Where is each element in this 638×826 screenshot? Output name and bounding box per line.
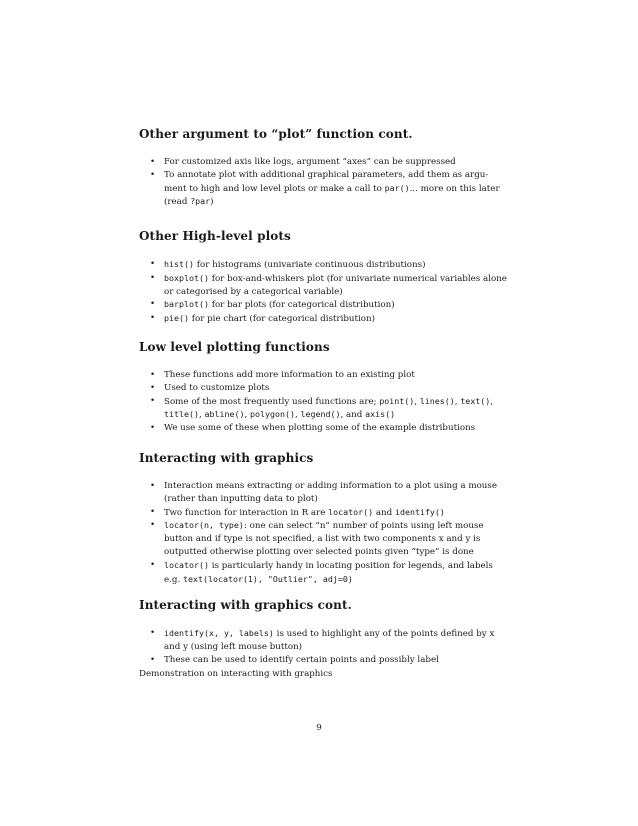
bullet-icon: • (150, 370, 156, 380)
code-fragment: ?par (190, 196, 211, 207)
text-fragment: is particularly handy in locating position for legends, and labels e.g. (164, 560, 493, 585)
section-interacting-graphics (139, 451, 509, 586)
list-item (149, 272, 509, 299)
section-title: Interacting with graphics (139, 451, 314, 465)
bullet-icon: • (150, 423, 156, 434)
bullet-icon: • (150, 382, 156, 393)
bullet-list (139, 258, 509, 326)
bullet-icon: • (150, 313, 156, 324)
text-fragment: : one can select “n” number of points using left mouse button and if type is not specified, a list with two components x and y is outputted otherwise plotting over selected points given “type” is done (164, 521, 484, 557)
section-low-level-plotting (139, 340, 509, 435)
list-item (149, 312, 509, 326)
bullet-icon: • (150, 520, 156, 531)
code-fragment: boxplot() (164, 272, 209, 283)
text-fragment: Interaction means extracting or adding information to a plot using a mouse (rather than inputting data to plot) (164, 481, 497, 504)
bullet-icon: • (150, 481, 156, 491)
code-fragment: text(locator(1), "Outlier", adj=0) (183, 573, 353, 584)
text-fragment: , (414, 396, 420, 407)
text-fragment: For customized axis like logs, argument “axes” can be suppressed (164, 157, 456, 167)
code-fragment: text() (460, 395, 491, 406)
bullet-icon: • (150, 157, 156, 167)
text-fragment: for histograms (univariate continuous distributions) (193, 260, 426, 270)
code-fragment: pie() (164, 313, 189, 324)
demo-note: Demonstration on interacting with graphics (139, 669, 333, 679)
text-fragment: for pie chart (for categorical distribution) (188, 314, 375, 325)
bullet-icon: • (150, 628, 156, 638)
text-fragment: These can be used to identify certain points and possibly label (164, 654, 439, 665)
text-fragment: , (294, 410, 301, 421)
bullet-icon: • (150, 259, 156, 269)
text-fragment: , and (340, 410, 366, 421)
bullet-icon: • (150, 559, 156, 570)
text-fragment: for box-and-whiskers plot (for univariate numerical variables alone or categorised by a categorical variable) (164, 273, 507, 297)
list-item (149, 169, 509, 209)
text-fragment: To annotate plot with additional graphical parameters, add them as argu-ment to high and low level plots or make a call to (164, 169, 489, 194)
page-number: 9 (316, 723, 322, 733)
code-fragment: locator() (164, 559, 209, 570)
code-fragment: hist() (164, 259, 194, 269)
bullet-list (139, 480, 509, 586)
text-fragment: and (373, 507, 395, 518)
bullet-icon: • (150, 506, 156, 517)
bullet-icon: • (150, 272, 156, 283)
section-title: Interacting with graphics cont. (139, 598, 352, 612)
code-fragment: lines() (419, 395, 455, 406)
text-fragment: We use some of these when plotting some of the example distributions (164, 423, 476, 434)
text-fragment: , (490, 396, 494, 407)
text-fragment: for bar plots (for categorical distribution) (208, 300, 395, 311)
section-plot-args (139, 127, 509, 209)
list-item (149, 422, 509, 435)
code-fragment: title() (164, 409, 199, 420)
section-high-level-plots (139, 229, 509, 326)
bullet-list (139, 627, 509, 666)
code-fragment: legend() (300, 409, 341, 420)
code-fragment: axis() (365, 409, 396, 420)
text-fragment: Some of the most frequently used functions are; (164, 396, 380, 407)
bullet-icon: • (150, 395, 156, 406)
text-fragment: , (198, 410, 205, 421)
bullet-icon: • (150, 169, 156, 180)
list-item (149, 559, 509, 587)
list-item (149, 298, 509, 312)
code-fragment: polygon() (250, 409, 295, 420)
code-fragment: locator(n, type) (164, 520, 244, 531)
section-title: Low level plotting functions (139, 340, 330, 354)
list-item (149, 156, 509, 169)
code-fragment: identify(x, y, labels) (164, 628, 274, 638)
list-item (149, 480, 509, 506)
list-item (149, 519, 509, 558)
text-fragment: ) (210, 197, 214, 208)
list-item (149, 258, 509, 272)
code-fragment: identify() (394, 506, 445, 517)
code-fragment: locator() (328, 506, 374, 517)
text-fragment: ... more on this later (read (164, 183, 500, 208)
text-fragment: Used to customize plots (164, 382, 270, 393)
bullet-icon: • (150, 654, 156, 665)
bullet-list (139, 369, 509, 435)
text-fragment: , (244, 410, 250, 421)
text-fragment: is used to highlight any of the points defined by x and y (using left mouse button) (164, 629, 495, 652)
code-fragment: abline() (204, 409, 245, 420)
bullet-list (139, 156, 509, 209)
list-item (149, 506, 509, 520)
section-title: Other High-level plots (139, 229, 291, 243)
text-fragment: , (454, 396, 461, 407)
list-item (149, 654, 509, 667)
code-fragment: point() (379, 395, 415, 406)
section-title: Other argument to “plot” function cont. (139, 127, 413, 141)
text-fragment: Two function for interaction in R are (164, 507, 329, 518)
code-fragment: par() (384, 182, 410, 193)
bullet-icon: • (150, 299, 156, 310)
list-item (149, 395, 509, 423)
code-fragment: barplot() (164, 299, 209, 310)
list-item (149, 627, 509, 654)
text-fragment: These functions add more information to an existing plot (164, 370, 415, 380)
section-interacting-graphics-cont (139, 598, 509, 666)
list-item (149, 369, 509, 382)
list-item (149, 382, 509, 395)
